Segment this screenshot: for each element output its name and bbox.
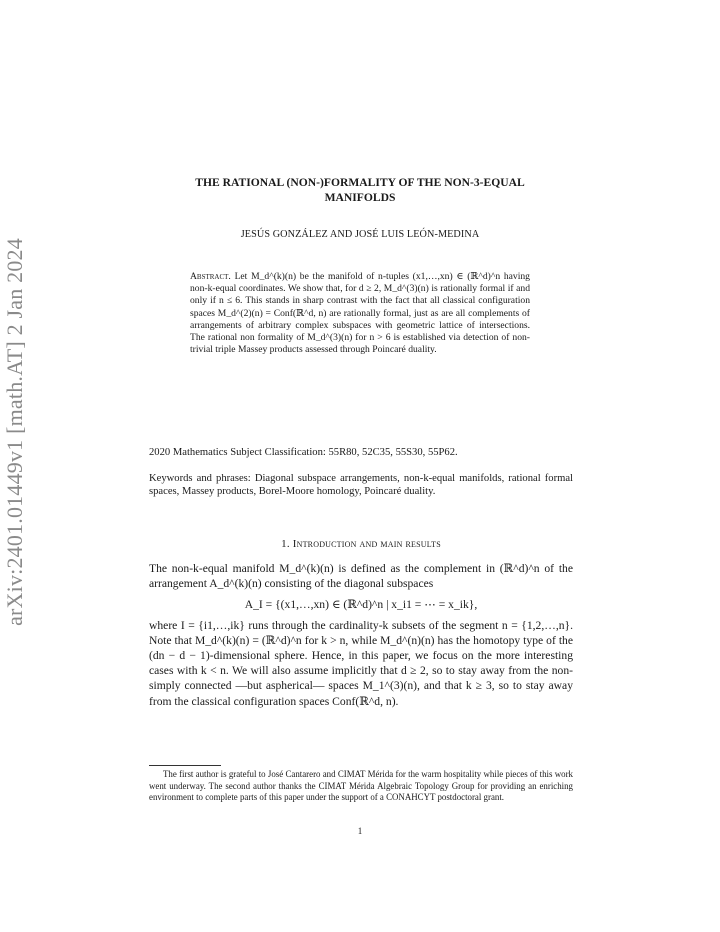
abstract-label: Abstract. (190, 271, 231, 282)
section-number: 1. (281, 538, 290, 550)
abstract-block (190, 271, 530, 356)
footnote-separator (149, 765, 221, 766)
intro-paragraph-1: The non-k-equal manifold M_d^(k)(n) is defined as the complement in (ℝ^d)^n of the arrangement A_d^(k)(n) consisting of the diagonal subspaces (149, 562, 573, 591)
footnote-acknowledgements: The first author is grateful to José Cantarero and CIMAT Mérida for the warm hospitality while pieces of this work went underway. The second author thanks the CIMAT Mérida Algebraic Topology Group for providing an enriching environment to complete parts of this paper under the support of a CONAHCYT postdoctoral grant. (149, 769, 573, 803)
paper-title (150, 175, 570, 205)
abstract-text: Let M_d^(k)(n) be the manifold of n-tuples (x1,…,xn) ∈ (ℝ^d)^n having non-k-equal coordinates. We show that, for d ≥ 2, M_d^(3)(n) is rationally formal if and only if n ≤ 6. This stands in sharp contrast with the fact that all classical configuration spaces M_d^(2)(n) = Conf(ℝ^d, n) are rationally formal, just as are all complements of arrangements of arbitrary complex subspaces with geometric lattice of intersections. The rational non formality of M_d^(3)(n) for n > 6 is established via detection of non-trivial triple Massey products assessed through Poincaré duality. (190, 271, 530, 356)
keywords-paragraph: Keywords and phrases: Diagonal subspace arrangements, non-k-equal manifolds, rational formal spaces, Massey products, Borel-Moore homology, Poincaré duality. (149, 473, 573, 498)
arxiv-stamp-text: arXiv:2401.01449v1 [math.AT] 2 Jan 2024 (2, 238, 27, 626)
page-number: 1 (357, 826, 363, 836)
intro-paragraph-2: where I = {i1,…,ik} runs through the cardinality-k subsets of the segment n = {1,2,…,n}. Note that M_d^(k)(n) = (ℝ^d)^n for k > n, while M_d^(n)(n) has the homotopy type of the (dn − d − 1)-dimensional sphere. Hence, in this paper, we focus on the more interesting cases with k < n. We will also assume implicitly that d ≥ 2, so to stay away from the non-simply connected —but aspherical— spaces M_1^(3)(n), and that k ≥ 3, so to stay away from the classical configuration spaces Conf(ℝ^d, n). (149, 618, 573, 708)
msc-classification: 2020 Mathematics Subject Classification: 55R80, 52C35, 55S30, 55P62. (149, 447, 458, 458)
introduction-body (149, 561, 573, 709)
section-heading (149, 538, 573, 550)
paper-title-line-1: THE RATIONAL (NON-)FORMALITY OF THE NON-3-EQUAL (195, 176, 525, 189)
paper-title-line-2: MANIFOLDS (324, 191, 396, 204)
section-title: Introduction and main results (292, 538, 441, 550)
paper-authors: JESÚS GONZÁLEZ AND JOSÉ LUIS LEÓN-MEDINA (240, 229, 480, 240)
display-equation: A_I = {(x1,…,xn) ∈ (ℝ^d)^n | x_i1 = ⋯ = x_ik}, (244, 598, 478, 612)
